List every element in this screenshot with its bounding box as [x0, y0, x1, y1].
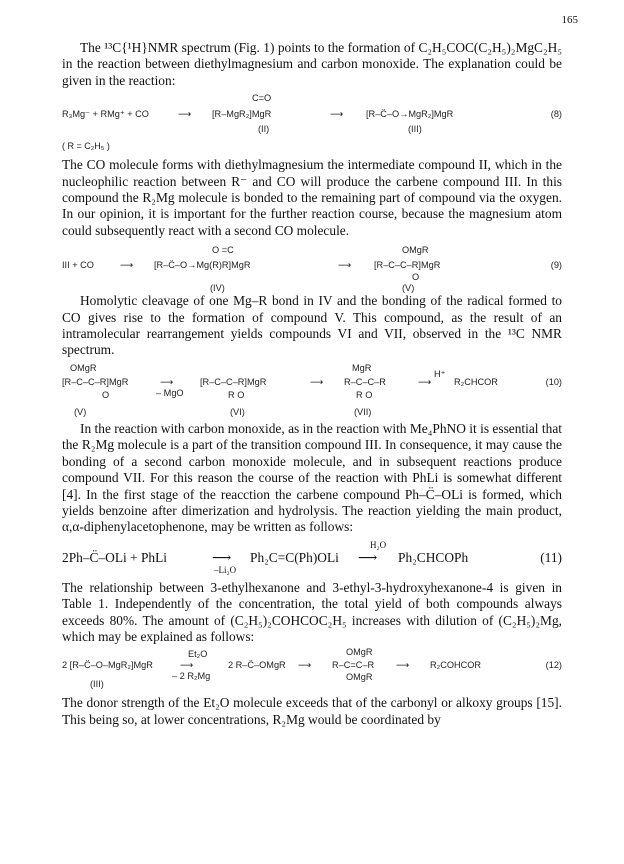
- scheme9-top-right: OMgR: [402, 245, 429, 256]
- arrow-icon: ⟶: [338, 260, 352, 271]
- scheme8-top: C=O: [252, 93, 272, 104]
- equation-number-9: (9): [550, 260, 562, 271]
- eq11-right: Ph₂CHCOPh: [398, 549, 469, 565]
- scheme10-sub-right: R O: [356, 389, 373, 400]
- scheme8-product: [R–C̈–O→MgR₂]MgR: [366, 109, 454, 120]
- scheme10-sub-mid: R O: [228, 389, 245, 400]
- eq11-under: –Li₂O: [214, 564, 237, 575]
- scheme10-under-arrow: – MgO: [156, 387, 184, 398]
- scheme9-reactants: III + CO: [62, 260, 94, 271]
- eq11-mid: Ph₂C=C(Ph)OLi: [250, 549, 339, 565]
- scheme12-over: Et₂O: [188, 649, 208, 660]
- equation-number-11: (11): [540, 549, 562, 565]
- scheme10-reactant: [R–C–C–R]MgR: [62, 376, 129, 387]
- arrow-icon: ⟶: [310, 376, 324, 387]
- reaction-scheme-12: [62, 647, 562, 691]
- scheme8-reactants: R₃Mg⁻ + RMg⁺ + CO: [62, 109, 149, 120]
- scheme12-label-iii: (III): [90, 679, 104, 690]
- scheme9-product: [R–C–C–R]MgR: [374, 260, 441, 271]
- arrow-icon: ⟶: [178, 109, 192, 120]
- scheme9-label-v: (V): [402, 283, 415, 294]
- scheme10-product: R₂CHCOR: [454, 376, 498, 387]
- paragraph-1: The ¹³C{¹H}NMR spectrum (Fig. 1) points to the formation of C₂H₅COC(C₂H₅)₂MgC₂H₅ in the reaction between diethylmagnesium and carbon monoxide. The explanation could be given in the reaction:: [62, 40, 562, 88]
- paragraph-4: In the reaction with carbon monoxide, as in the reaction with Me₄PhNO it is essential that the R₂Mg molecule is a part of the transition compound III. In consequence, it may cause the bonding of a second carbon monoxide molecule, and in subsequent reactions produce compound VII. For this reason the course of the reaction with PhLi is somewhat different [4]. In the first stage of the reacction the carbene compound Ph–C̈–OLi is formed, which yields benzoine after dimerization and hydrolysis. The reaction yielding the main product, α,α-diphenylacetophenone, may be written as follows:: [62, 420, 562, 535]
- arrow-icon: ⟶: [358, 549, 378, 565]
- eq11-over: H₂O: [370, 539, 387, 550]
- scheme10-top-right: MgR: [352, 362, 372, 373]
- equation-number-10: (10): [545, 376, 562, 387]
- paragraph-2: The CO molecule forms with diethylmagnesium the intermediate compound II, which in the nucleophilic reaction between R⁻ and CO will produce the carbene compound III. In this compound the R₂Mg molecule is bonded to the remaining part of compound via the oxygen. In our opinion, it is important for the further reaction course, because the magnesium atom could subsequently react with a second CO molecule.: [62, 157, 562, 238]
- arrow-icon: ⟶: [180, 660, 194, 671]
- scheme10-label-vii: (VII): [354, 406, 372, 417]
- r-definition: ( R = C₂H₅ ): [62, 141, 110, 152]
- page-number: 165: [561, 14, 578, 26]
- scheme10-vii: R–C–C–R: [344, 376, 386, 387]
- scheme10-sub-left: O: [102, 389, 110, 400]
- arrow-icon: ⟶: [298, 660, 312, 671]
- arrow-icon: ⟶: [120, 260, 134, 271]
- scheme10-intermediate: [R–C–C–R]MgR: [200, 376, 267, 387]
- arrow-icon: ⟶: [212, 549, 232, 565]
- scheme10-h-plus: H⁺: [434, 368, 446, 379]
- scheme10-top-left: OMgR: [70, 362, 97, 373]
- arrow-icon: ⟶: [160, 376, 174, 387]
- equation-number-8: (8): [550, 109, 562, 120]
- eq11-left: 2Ph–C̈–OLi + PhLi: [62, 549, 168, 565]
- paragraph-6: The donor strength of the Et₂O molecule exceeds that of the carbonyl or alkoxy groups [15]. This being so, at lower concentrations, R₂Mg would be coordinated by: [62, 695, 562, 727]
- reaction-scheme-8: [62, 93, 562, 133]
- paragraph-5: The relationship between 3-ethylhexanone and 3-ethyl-3-hydroxyhexanone-4 is given in Table 1. Independently of the concentration, the total yield of both compounds always exceeds 80%. The amount of (C₂H₅)₂COHCOC₂H₅ increases with dilution of (C₂H₅)₂Mg, which may be explained as follows:: [62, 579, 562, 644]
- scheme9-bottom-right: O: [412, 272, 420, 283]
- scheme8-label-iii: (III): [408, 124, 422, 135]
- arrow-icon: ⟶: [330, 109, 344, 120]
- scheme12-top-right: OMgR: [346, 647, 373, 658]
- scheme12-under: – 2 R₂Mg: [172, 671, 211, 682]
- reaction-scheme-9: [62, 245, 562, 293]
- scheme12-bottom-right: OMgR: [346, 672, 373, 683]
- reaction-scheme-10: [62, 363, 562, 421]
- scheme12-reactant: 2 [R–C̈–O–MgR₂]MgR: [62, 660, 153, 671]
- arrow-icon: ⟶: [396, 660, 410, 671]
- scheme12-product: R₂COHCOR: [430, 660, 482, 671]
- scheme9-top-mid: O =C: [212, 245, 234, 256]
- scheme10-label-v: (V): [74, 406, 87, 417]
- scheme12-enediolate: R–C=C–R: [332, 660, 375, 671]
- scheme12-intermediate: 2 R–C̈–OMgR: [228, 660, 286, 671]
- text-column: [62, 40, 562, 728]
- scheme8-label-ii: (II): [258, 124, 270, 135]
- scheme8-intermediate: [R–MgR₂]MgR: [212, 109, 272, 120]
- scheme9-intermediate: [R–C̈–O→Mg(R)R]MgR: [154, 260, 251, 271]
- arrow-icon: ⟶: [418, 376, 432, 387]
- paragraph-3: Homolytic cleavage of one Mg–R bond in IV and the bonding of the radical formed to CO gives rise to the formation of compound V. This compound, as the result of an intramolecular rearrangement yields compounds VI and VII, observed in the ¹³C NMR spectrum.: [62, 293, 562, 358]
- scheme9-label-iv: (IV): [210, 283, 225, 294]
- equation-11: [62, 539, 562, 575]
- scheme10-label-vi: (VI): [230, 406, 245, 417]
- equation-number-12: (12): [545, 660, 562, 671]
